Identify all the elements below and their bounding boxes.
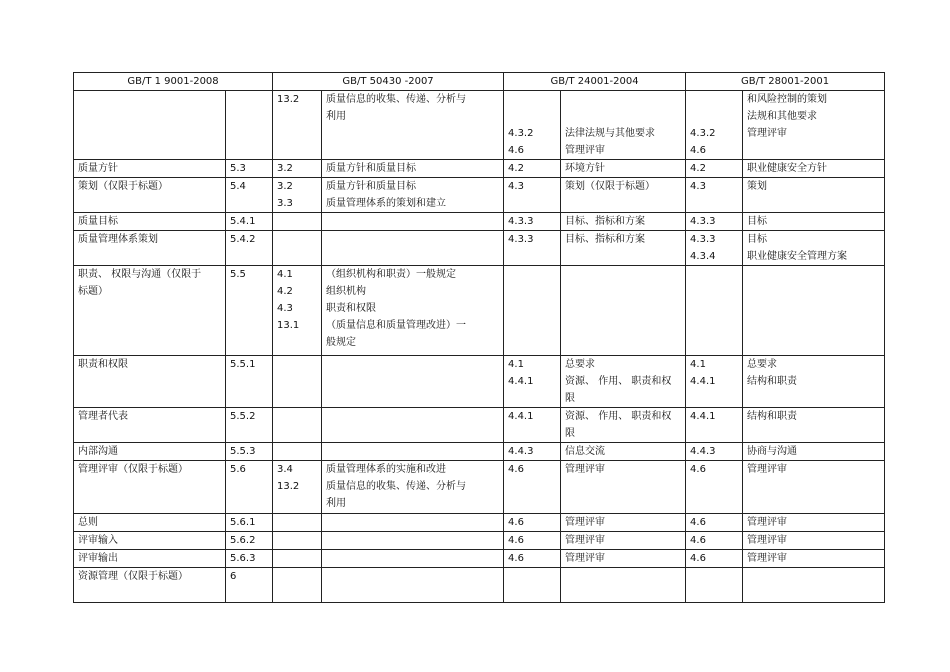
header-gbt28001: GB/T 28001-2001 [686, 73, 885, 91]
clause-num-28001: 4.1 4.4.1 [686, 356, 743, 408]
clause-title-9001: 内部沟通 [74, 443, 226, 461]
table-row [74, 213, 885, 231]
clause-num-9001: 5.4 [226, 178, 273, 213]
clause-title-24001: 管理评审 [561, 514, 686, 532]
clause-num-24001: 4.2 [504, 160, 561, 178]
clause-num-28001: 4.6 [686, 550, 743, 568]
clause-num-50430: 4.1 4.2 4.3 13.1 [273, 266, 322, 356]
clause-title-50430 [322, 550, 504, 568]
clause-num-9001: 5.6.2 [226, 532, 273, 550]
table-row [74, 160, 885, 178]
clause-num-50430: 3.2 3.3 [273, 178, 322, 213]
clause-title-28001: 管理评审 [743, 550, 885, 568]
clause-num-9001: 5.4.1 [226, 213, 273, 231]
clause-num-24001: 4.6 [504, 550, 561, 568]
clause-title-28001: 协商与沟通 [743, 443, 885, 461]
clause-num-28001: 4.3 [686, 178, 743, 213]
table-row [74, 356, 885, 408]
clause-num-50430: 3.2 [273, 160, 322, 178]
header-gbt24001: GB/T 24001-2004 [504, 73, 686, 91]
clause-num-28001 [686, 266, 743, 356]
clause-title-24001 [561, 568, 686, 603]
clause-num-28001: 4.6 [686, 532, 743, 550]
clause-title-9001: 质量方针 [74, 160, 226, 178]
clause-num-50430 [273, 408, 322, 443]
clause-num-9001: 6 [226, 568, 273, 603]
clause-num-50430: 3.4 13.2 [273, 461, 322, 514]
clause-num-24001: 4.6 [504, 514, 561, 532]
table-row [74, 532, 885, 550]
clause-title-28001 [743, 568, 885, 603]
clause-title-28001: 目标 [743, 213, 885, 231]
clause-title-9001: 资源管理（仅限于标题） [74, 568, 226, 603]
clause-num-24001: 4.3.3 [504, 231, 561, 266]
clause-title-50430 [322, 514, 504, 532]
table-row [74, 231, 885, 266]
clause-num-50430 [273, 443, 322, 461]
clause-num-50430 [273, 550, 322, 568]
clause-title-50430 [322, 231, 504, 266]
clause-num-28001: 4.3.3 [686, 213, 743, 231]
clause-title-9001: 职责、 权限与沟通（仅限于 标题） [74, 266, 226, 356]
clause-title-28001: 总要求 结构和职责 [743, 356, 885, 408]
clause-num-28001 [686, 568, 743, 603]
clause-title-9001: 质量管理体系策划 [74, 231, 226, 266]
clause-title-24001: 环境方针 [561, 160, 686, 178]
clause-title-50430: 质量方针和质量目标 质量管理体系的策划和建立 [322, 178, 504, 213]
clause-num-50430 [273, 231, 322, 266]
clause-title-50430 [322, 532, 504, 550]
clause-title-9001: 管理者代表 [74, 408, 226, 443]
clause-num-50430 [273, 514, 322, 532]
clause-title-50430 [322, 443, 504, 461]
standards-comparison-table [73, 72, 885, 603]
clause-title-9001: 管理评审（仅限于标题） [74, 461, 226, 514]
table-row [74, 568, 885, 603]
header-gbt19001: GB/T 1 9001-2008 [74, 73, 273, 91]
clause-title-24001: 策划（仅限于标题） [561, 178, 686, 213]
clause-num-50430 [273, 356, 322, 408]
clause-num-24001 [504, 266, 561, 356]
clause-num-24001: 4.3.3 [504, 213, 561, 231]
clause-num-24001: 4.6 [504, 532, 561, 550]
clause-num-28001: 4.4.1 [686, 408, 743, 443]
clause-num-28001: 4.3.2 4.6 [686, 91, 743, 160]
clause-num-9001: 5.5.1 [226, 356, 273, 408]
clause-title-28001 [743, 266, 885, 356]
table-body [74, 91, 885, 603]
clause-num-9001: 5.6 [226, 461, 273, 514]
clause-title-50430 [322, 356, 504, 408]
clause-title-28001: 职业健康安全方针 [743, 160, 885, 178]
clause-title-24001: 管理评审 [561, 550, 686, 568]
clause-title-50430: 质量信息的收集、传递、分析与 利用 [322, 91, 504, 160]
clause-title-50430: 质量方针和质量目标 [322, 160, 504, 178]
clause-num-9001: 5.6.1 [226, 514, 273, 532]
table-header-row [74, 73, 885, 91]
clause-title-24001: 管理评审 [561, 461, 686, 514]
table-row [74, 408, 885, 443]
table-row [74, 461, 885, 514]
clause-title-50430: 质量管理体系的实施和改进 质量信息的收集、传递、分析与 利用 [322, 461, 504, 514]
clause-title-9001: 策划（仅限于标题） [74, 178, 226, 213]
clause-num-50430 [273, 532, 322, 550]
clause-title-9001: 评审输入 [74, 532, 226, 550]
clause-title-24001: 目标、指标和方案 [561, 213, 686, 231]
clause-num-28001: 4.2 [686, 160, 743, 178]
clause-title-28001: 目标 职业健康安全管理方案 [743, 231, 885, 266]
clause-num-24001 [504, 568, 561, 603]
clause-title-9001: 总则 [74, 514, 226, 532]
table-row [74, 550, 885, 568]
clause-title-28001: 管理评审 [743, 514, 885, 532]
clause-title-24001: 信息交流 [561, 443, 686, 461]
clause-title-28001: 管理评审 [743, 461, 885, 514]
clause-num-24001: 4.4.3 [504, 443, 561, 461]
clause-num-24001: 4.6 [504, 461, 561, 514]
clause-title-24001: 目标、指标和方案 [561, 231, 686, 266]
clause-num-9001 [226, 91, 273, 160]
clause-num-28001: 4.3.3 4.3.4 [686, 231, 743, 266]
clause-num-24001: 4.3 [504, 178, 561, 213]
clause-title-28001: 结构和职责 [743, 408, 885, 443]
clause-title-28001: 管理评审 [743, 532, 885, 550]
clause-num-9001: 5.6.3 [226, 550, 273, 568]
clause-num-24001: 4.4.1 [504, 408, 561, 443]
clause-title-9001 [74, 91, 226, 160]
table-row [74, 91, 885, 160]
clause-title-28001: 策划 [743, 178, 885, 213]
clause-title-24001: 总要求 资源、 作用、 职责和权 限 [561, 356, 686, 408]
clause-title-50430: （组织机构和职责）一般规定 组织机构 职责和权限 （质量信息和质量管理改进）一 般规定 [322, 266, 504, 356]
clause-title-50430 [322, 213, 504, 231]
clause-num-9001: 5.5.3 [226, 443, 273, 461]
clause-title-24001: 资源、 作用、 职责和权 限 [561, 408, 686, 443]
clause-num-50430: 13.2 [273, 91, 322, 160]
clause-title-28001: 和风险控制的策划 法规和其他要求 管理评审 [743, 91, 885, 160]
clause-title-24001: 法律法规与其他要求 管理评审 [561, 91, 686, 160]
clause-title-50430 [322, 408, 504, 443]
clause-num-9001: 5.3 [226, 160, 273, 178]
clause-num-24001: 4.1 4.4.1 [504, 356, 561, 408]
table-row [74, 443, 885, 461]
clause-num-28001: 4.6 [686, 461, 743, 514]
clause-num-9001: 5.5.2 [226, 408, 273, 443]
table-row [74, 266, 885, 356]
clause-num-28001: 4.4.3 [686, 443, 743, 461]
clause-num-9001: 5.4.2 [226, 231, 273, 266]
clause-num-50430 [273, 213, 322, 231]
clause-title-24001: 管理评审 [561, 532, 686, 550]
clause-title-24001 [561, 266, 686, 356]
clause-title-9001: 质量目标 [74, 213, 226, 231]
clause-title-9001: 职责和权限 [74, 356, 226, 408]
clause-num-50430 [273, 568, 322, 603]
clause-num-9001: 5.5 [226, 266, 273, 356]
header-gbt50430: GB/T 50430 -2007 [273, 73, 504, 91]
table-row [74, 178, 885, 213]
clause-num-28001: 4.6 [686, 514, 743, 532]
clause-title-9001: 评审输出 [74, 550, 226, 568]
clause-title-50430 [322, 568, 504, 603]
clause-num-24001: 4.3.2 4.6 [504, 91, 561, 160]
table-row [74, 514, 885, 532]
